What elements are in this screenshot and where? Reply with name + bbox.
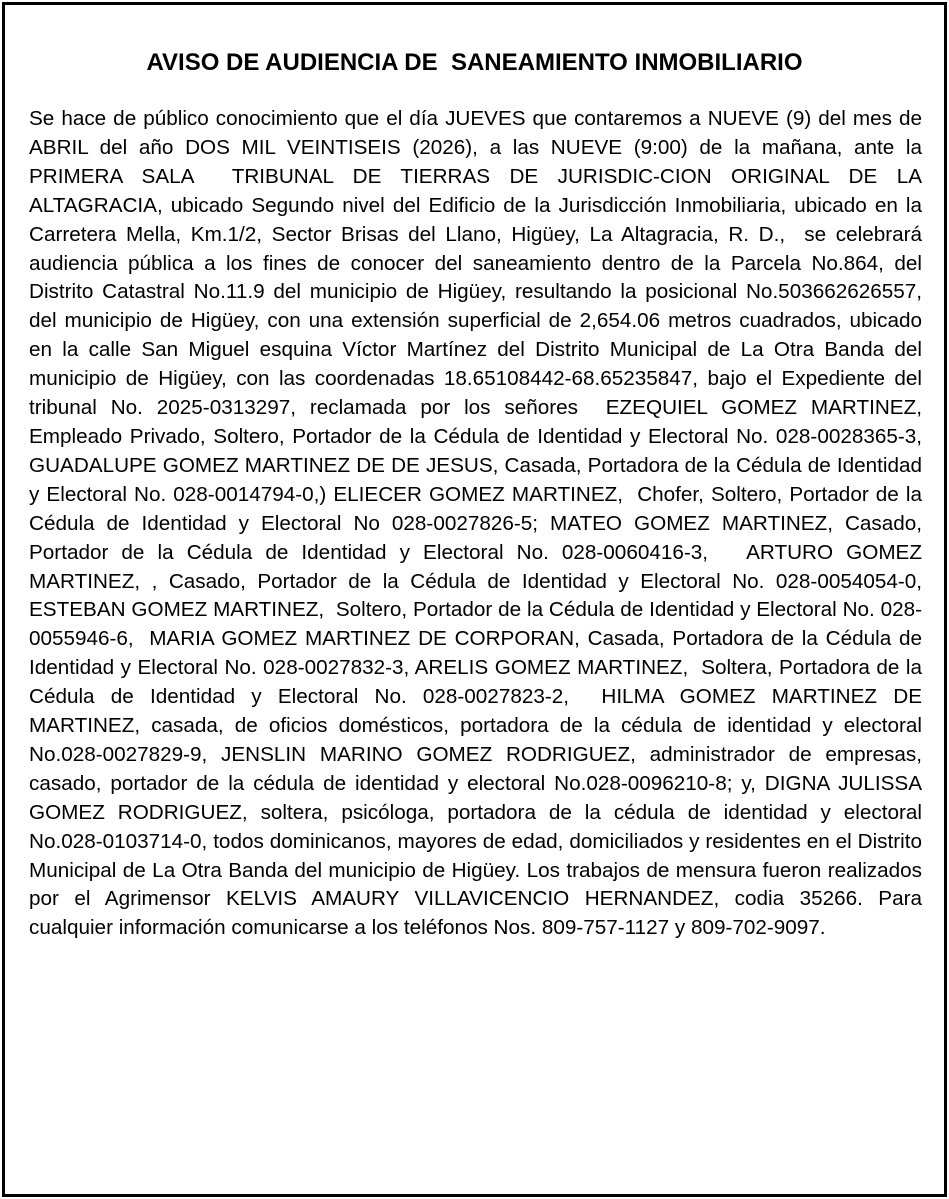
notice-body: Se hace de público conocimiento que el día JUEVES que contaremos a NUEVE (9) del mes de ABRIL del año DOS MIL VEINTISEIS (2026), a las NUEVE (9:00) de la mañana, ante la PRIMERA SALA TRIBUNAL DE TIERRAS DE JURISDIC-CION ORIGINAL DE LA ALTAGRACIA, ubicado Segundo nivel del Edificio de la Jurisdicción Inmobiliaria, ubicado en la Carretera Mella, Km.1/2, Sector Brisas del Llano, Higüey, La Altagracia, R. D., se celebrará audiencia pública a los fines de conocer del saneamiento dentro de la Parcela No.864, del Distrito Catastral No.11.9 del municipio de Higüey, resultando la posicional No.503662626557, del municipio de Higüey, con una extensión superficial de 2,654.06 metros cuadrados, ubicado en la calle San Miguel esquina Víctor Martínez del Distrito Municipal de La Otra Banda del municipio de Higüey, con las coordenadas 18.65108442-68.65235847, bajo el Expediente del tribunal No. 2025-0313297, reclamada por los señores EZEQUIEL GOMEZ MARTINEZ, Empleado Privado, Soltero, Portador de la Cédula de Identidad y Electoral No. 028-0028365-3, GUADALUPE GOMEZ MARTINEZ DE DE JESUS, Casada, Portadora de la Cédula de Identidad y Electoral No. 028-0014794-0,) ELIECER GOMEZ MARTINEZ, Chofer, Soltero, Portador de la Cédula de Identidad y Electoral No 028-0027826-5; MATEO GOMEZ MARTINEZ, Casado, Portador de la Cédula de Identidad y Electoral No. 028-0060416-3, ARTURO GOMEZ MARTINEZ, , Casado, Portador de la Cédula de Identidad y Electoral No. 028-0054054-0, ESTEBAN GOMEZ MARTINEZ, Soltero, Portador de la Cédula de Identidad y Electoral No. 028-0055946-6, MARIA GOMEZ MARTINEZ DE CORPORAN, Casada, Portadora de la Cédula de Identidad y Electoral No. 028-0027832-3, ARELIS GOMEZ MARTINEZ, Soltera, Portadora de la Cédula de Identidad y Electoral No. 028-0027823-2, HILMA GOMEZ MARTINEZ DE MARTINEZ, casada, de oficios domésticos, portadora de la cédula de identidad y electoral No.028-0027829-9, JENSLIN MARINO GOMEZ RODRIGUEZ, administrador de empresas, casado, portador de la cédula de identidad y electoral No.028-0096210-8; y, DIGNA JULISSA GOMEZ RODRIGUEZ, soltera, psicóloga, portadora de la cédula de identidad y electoral No.028-0103714-0, todos dominicanos, mayores de edad, domiciliados y residentes en el Distrito Municipal de La Otra Banda del municipio de Higüey. Los trabajos de mensura fueron realizados por el Agrimensor KELVIS AMAURY VILLAVICENCIO HERNANDEZ, codia 35266. Para cualquier información comunicarse a los teléfonos Nos. 809-757-1127 y 809-702-9097. xyxy=(29,107,934,940)
notice-frame xyxy=(2,2,947,1197)
notice-title: AVISO DE AUDIENCIA DE SANEAMIENTO INMOBILIARIO xyxy=(146,49,803,76)
